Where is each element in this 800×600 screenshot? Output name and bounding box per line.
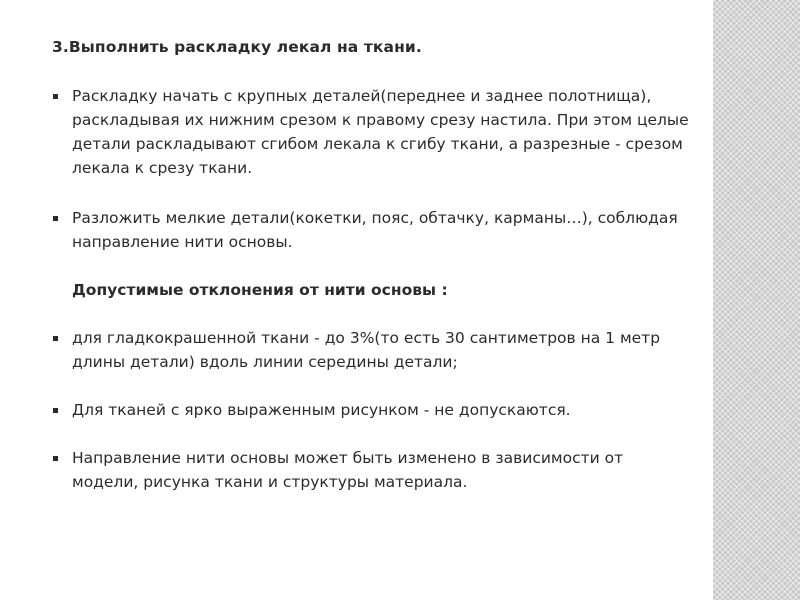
bullet-list-main <box>52 84 692 254</box>
bullet-list-deviations <box>52 326 692 494</box>
list-item <box>52 446 692 494</box>
list-item-text: Разложить мелкие детали(кокетки, пояс, обтачку, карманы…), соблюдая направление нити основы. <box>72 209 678 251</box>
slide-heading: 3.Выполнить раскладку лекал на ткани. <box>52 38 422 56</box>
list-item <box>52 326 692 374</box>
list-item-text: Раскладку начать с крупных деталей(переднее и заднее полотнища), раскладывая их нижним срезом к правому срезу настила. При этом целые детали раскладывают сгибом лекала к сгибу ткани, а разрезные - срезом лекала к срезу ткани. <box>72 87 689 177</box>
square-bullet-icon <box>53 94 58 99</box>
square-bullet-icon <box>53 216 58 221</box>
square-bullet-icon <box>53 456 58 461</box>
slide-subheading: Допустимые отклонения от нити основы : <box>72 281 448 299</box>
slide-content <box>52 35 692 494</box>
list-item-text: для гладкокрашенной ткани - до 3%(то есть 30 сантиметров на 1 метр длины детали) вдоль линии середины детали; <box>72 329 661 371</box>
list-item <box>52 206 692 254</box>
list-item-text: Для тканей с ярко выраженным рисунком - не допускаются. <box>72 401 571 419</box>
square-bullet-icon <box>53 336 58 341</box>
list-item <box>52 84 692 180</box>
decorative-side-band <box>713 0 800 600</box>
list-item <box>52 398 692 422</box>
square-bullet-icon <box>53 408 58 413</box>
list-item-text: Направление нити основы может быть изменено в зависимости от модели, рисунка ткани и структуры материала. <box>72 449 624 491</box>
